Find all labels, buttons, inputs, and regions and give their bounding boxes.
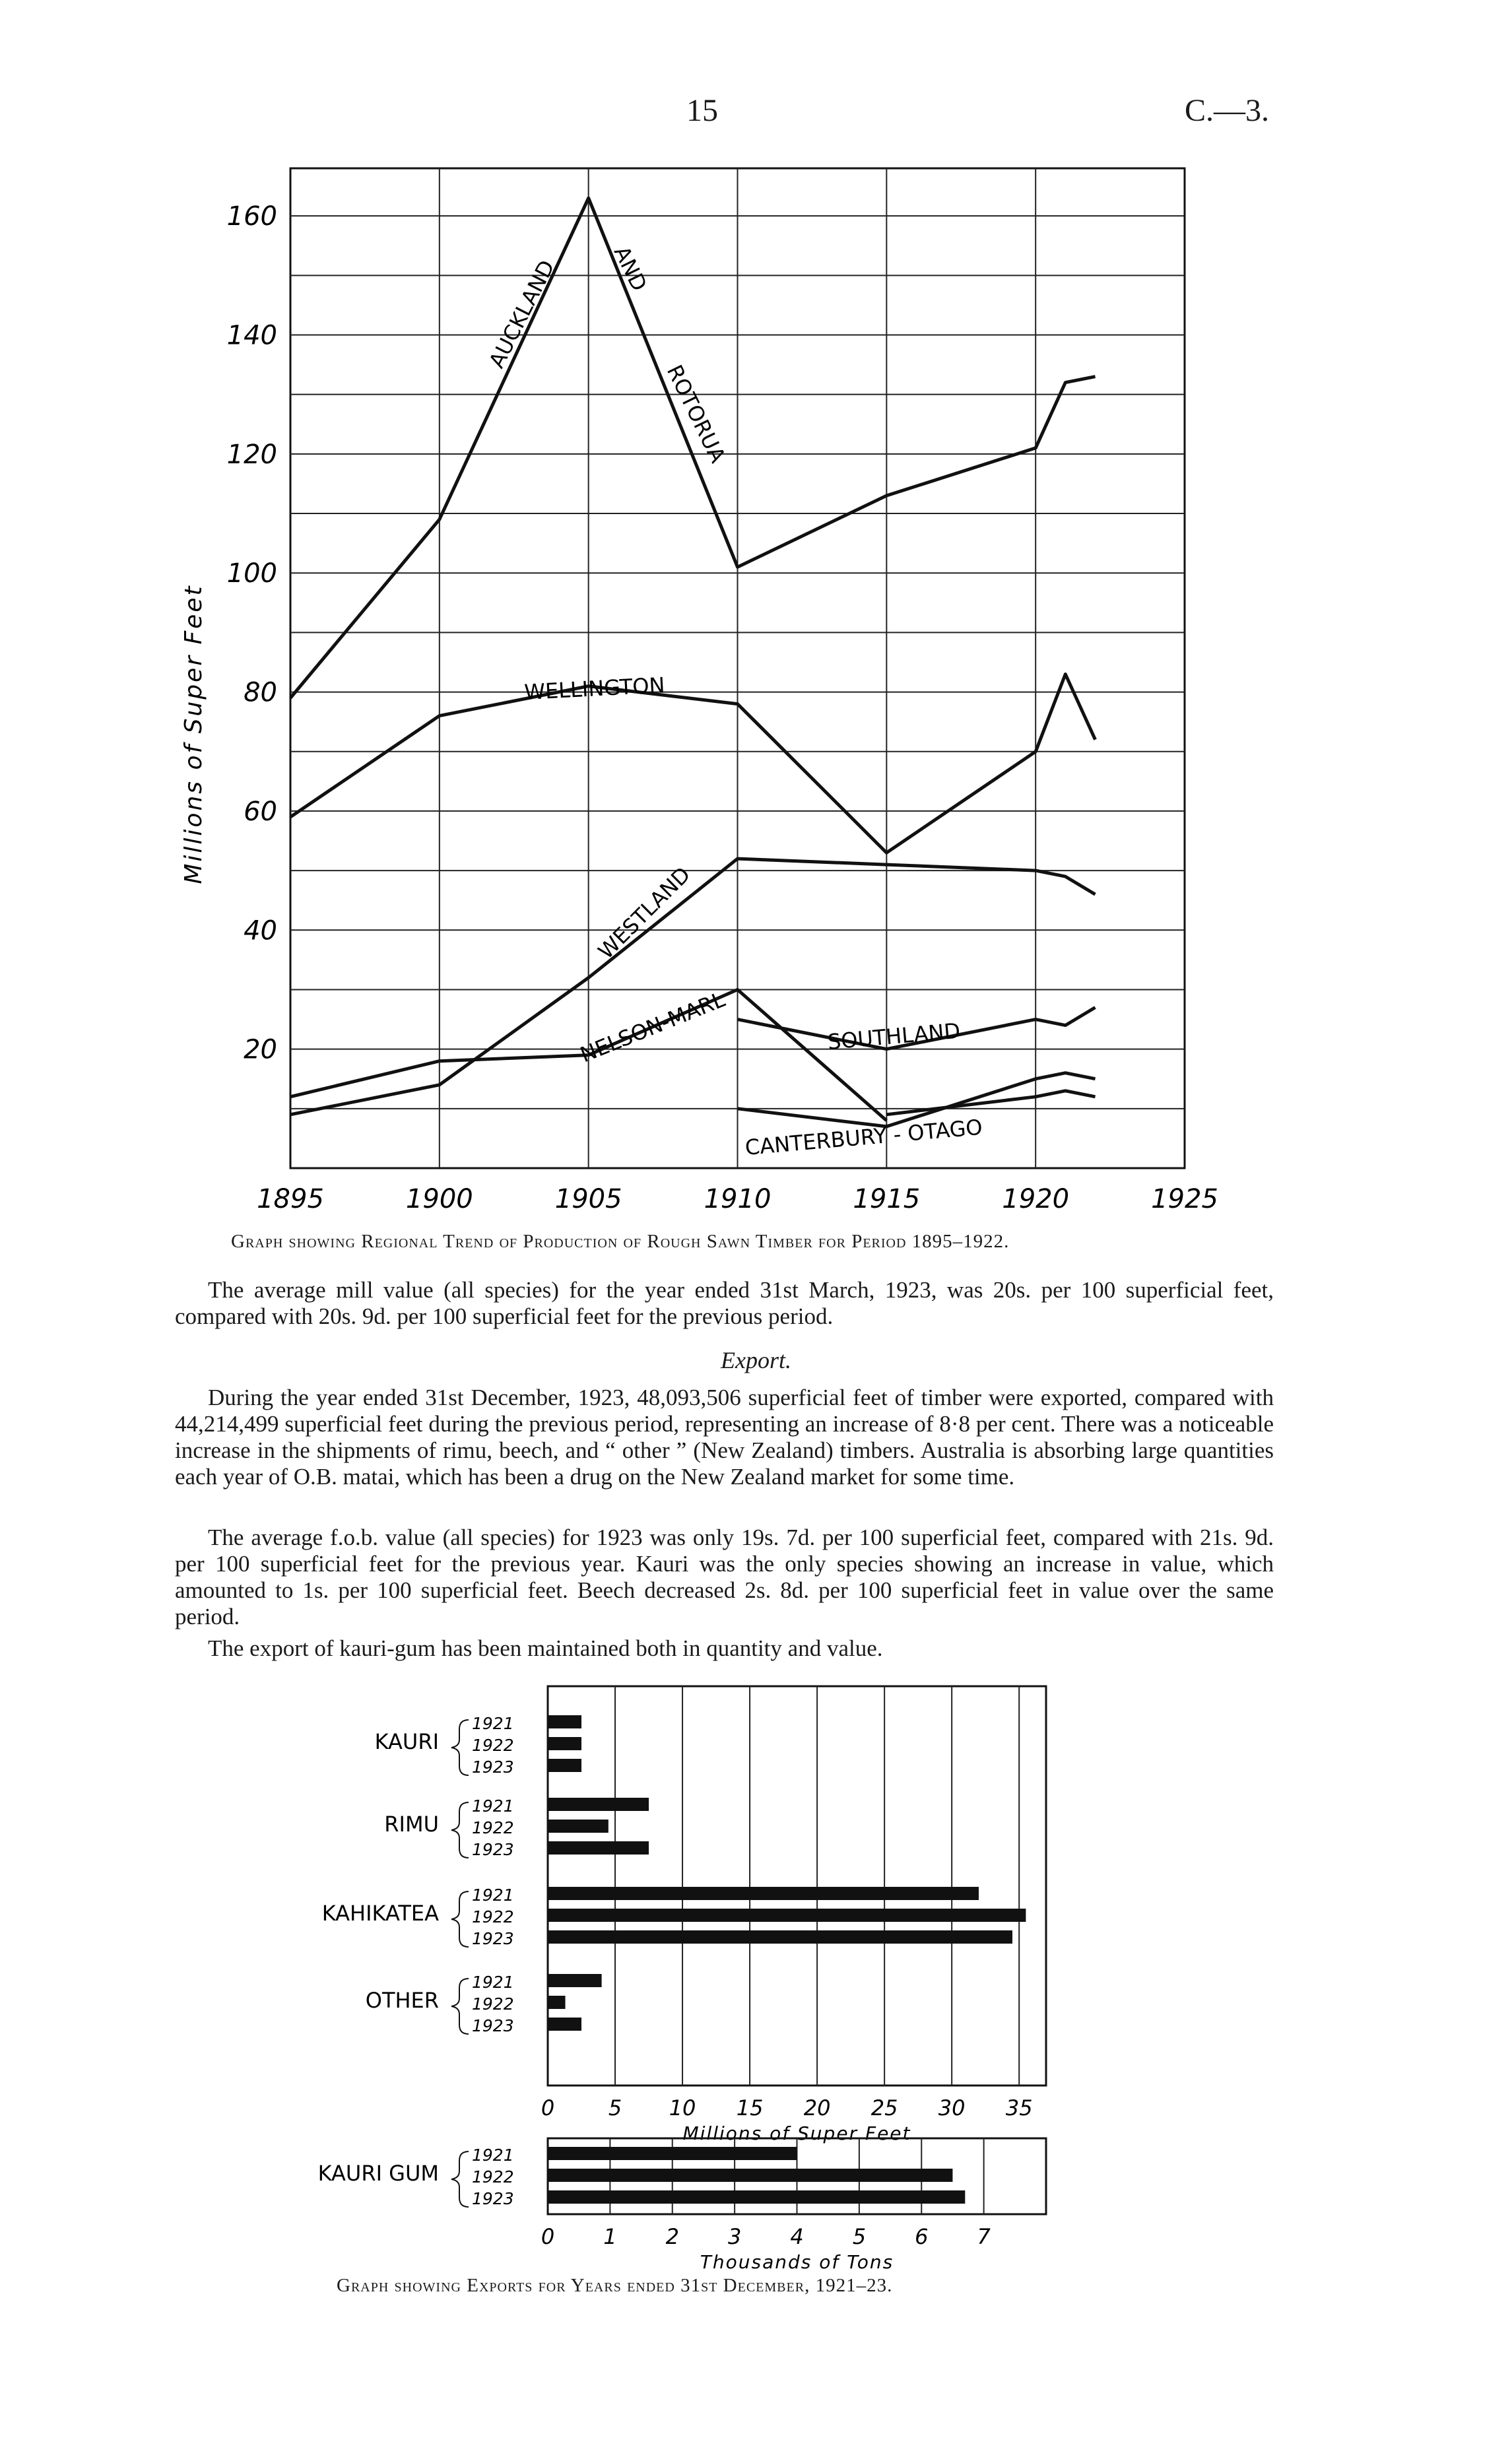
year-label: 1921: [472, 1886, 514, 1905]
x-tick-label: 25: [871, 2095, 898, 2120]
series-label-westland: WESTLAND: [593, 861, 696, 964]
series-label-southland: SOUTHLAND: [826, 1018, 962, 1055]
x-tick-label: 10: [669, 2095, 696, 2120]
brace: [451, 1720, 469, 1775]
bar-kauri-gum-1921: [548, 2147, 797, 2160]
year-label: 1922: [472, 1907, 514, 1926]
series-label-canterbury-otago: CANTERBURY - OTAGO: [744, 1114, 984, 1160]
year-label: 1922: [472, 1818, 514, 1837]
y-tick-label: 60: [244, 796, 277, 827]
x-tick-label: 5: [852, 2224, 867, 2249]
bar-kahikatea-1923: [548, 1930, 1012, 1944]
x-tick-label: 6: [915, 2224, 929, 2249]
export-heading: Export.: [721, 1347, 791, 1373]
x-tick-label: 30: [938, 2095, 966, 2120]
mill-value-paragraph: The average mill value (all species) for the year ended 31st March, 1923, was 20s. per 100 superficial feet, compared with 20s. 9d. per 100 superficial feet for the previous period.: [175, 1277, 1274, 1329]
x-tick-label: 1925: [1151, 1184, 1218, 1214]
page-number: 15: [686, 93, 718, 128]
exports-chart-caption: Graph showing Exports for Years ended 31st December, 1921–23.: [337, 2275, 893, 2296]
y-axis-label: Millions of Super Feet: [180, 584, 207, 884]
y-tick-label: 40: [244, 915, 277, 946]
x-tick-label: 20: [803, 2095, 831, 2120]
group-label-kauri: KAURI: [374, 1729, 439, 1754]
export-paragraph-3: The export of kauri-gum has been maintained both in quantity and value.: [208, 1635, 883, 1661]
production-chart-caption: Graph showing Regional Trend of Production of Rough Sawn Timber for Period 1895–1922.: [231, 1231, 1010, 1252]
x-tick-label: 1920: [1002, 1184, 1070, 1214]
species-chart-x-axis-label: Millions of Super Feet: [682, 2122, 911, 2144]
year-label: 1923: [472, 1929, 514, 1948]
series-label-auckland: AUCKLAND: [484, 256, 560, 372]
bar-kauri-gum-1923: [548, 2190, 965, 2204]
series-label-wellington: WELLINGTON: [523, 672, 666, 705]
x-tick-label: 1905: [554, 1184, 622, 1214]
y-tick-label: 100: [226, 558, 277, 589]
export-paragraph-1: During the year ended 31st December, 1923, 48,093,506 superficial feet of timber were exported, compared with 44,214,499 superficial feet during the previous period, representing an increase of 8·8 per cent. There was a noticeable increase in the shipments of rimu, beech, and “ other ” (New Zealand) timbers. Australia is absorbing large quantities each year of O.B. matai, which has been a drug on the New Zealand market for some time.: [175, 1385, 1274, 1490]
year-label: 1922: [472, 1736, 514, 1755]
bar-kauri-1923: [548, 1759, 581, 1772]
brace: [451, 1802, 469, 1858]
group-label-kahikatea: KAHIKATEA: [321, 1901, 439, 1926]
bar-kauri-gum-1922: [548, 2169, 952, 2182]
bar-kahikatea-1921: [548, 1887, 979, 1900]
bar-other-1921: [548, 1974, 602, 1987]
series-line-auckland-and-rotorua: [290, 198, 1096, 698]
year-label: 1921: [472, 1973, 514, 1992]
year-label: 1923: [472, 2189, 514, 2208]
group-label-rimu: RIMU: [384, 1812, 439, 1837]
year-label: 1922: [472, 2167, 514, 2186]
group-label-other: OTHER: [365, 1988, 439, 2013]
y-tick-label: 120: [226, 439, 277, 470]
x-tick-label: 5: [608, 2095, 622, 2120]
species-chart-frame: [548, 1686, 1046, 2085]
x-tick-label: 1: [603, 2224, 617, 2249]
series-line-westland: [290, 859, 1096, 1115]
series-label-rotorua: ROTORUA: [661, 360, 731, 467]
document-reference: C.—3.: [1185, 93, 1270, 128]
bar-rimu-1923: [548, 1841, 649, 1855]
x-tick-label: 1915: [853, 1184, 921, 1214]
x-tick-label: 1910: [704, 1184, 772, 1214]
bar-other-1923: [548, 2018, 581, 2031]
x-tick-label: 15: [736, 2095, 764, 2120]
brace: [451, 2151, 469, 2207]
x-tick-label: 2: [665, 2224, 679, 2249]
year-label: 1923: [472, 1840, 514, 1859]
x-tick-label: 1900: [405, 1184, 473, 1214]
y-tick-label: 160: [226, 201, 277, 232]
x-tick-label: 4: [790, 2224, 804, 2249]
y-tick-label: 80: [244, 677, 277, 708]
y-tick-label: 140: [226, 320, 277, 351]
y-tick-label: 20: [244, 1034, 277, 1065]
bar-kauri-1921: [548, 1715, 581, 1728]
x-tick-label: 7: [977, 2224, 991, 2249]
brace: [451, 1891, 469, 1947]
bar-kahikatea-1922: [548, 1909, 1026, 1922]
brace: [451, 1979, 469, 2034]
year-label: 1921: [472, 1714, 514, 1733]
kauri-gum-chart-x-axis-label: Thousands of Tons: [700, 2251, 894, 2273]
x-tick-label: 1895: [257, 1184, 324, 1214]
x-tick-label: 0: [541, 2224, 555, 2249]
bar-rimu-1921: [548, 1798, 649, 1811]
year-label: 1922: [472, 1994, 514, 2014]
bar-rimu-1922: [548, 1820, 608, 1833]
bar-other-1922: [548, 1996, 566, 2009]
series-line-canterbury-otago: [738, 1073, 1096, 1127]
year-label: 1923: [472, 1757, 514, 1777]
series-label-nelson-marl: NELSON-MARL: [576, 987, 729, 1068]
export-paragraph-2: The average f.o.b. value (all species) for 1923 was only 19s. 7d. per 100 superficial feet, compared with 21s. 9d. per 100 superficial feet for the previous year. Kauri was the only species showing an increase in value, which amounted to 1s. per 100 superficial feet. Beech decreased 2s. 8d. per 100 superficial feet in value over the same period.: [175, 1525, 1274, 1629]
x-tick-label: 3: [727, 2224, 742, 2249]
bar-kauri-1922: [548, 1737, 581, 1750]
year-label: 1921: [472, 2146, 514, 2165]
series-line-wellington: [290, 674, 1096, 853]
year-label: 1921: [472, 1796, 514, 1816]
x-tick-label: 35: [1005, 2095, 1033, 2120]
kauri-gum-chart-frame: [548, 2138, 1046, 2214]
series-label-and: AND: [608, 242, 652, 295]
x-tick-label: 0: [541, 2095, 555, 2120]
year-label: 1923: [472, 2016, 514, 2035]
group-label-kauri-gum: KAURI GUM: [317, 2161, 439, 2186]
